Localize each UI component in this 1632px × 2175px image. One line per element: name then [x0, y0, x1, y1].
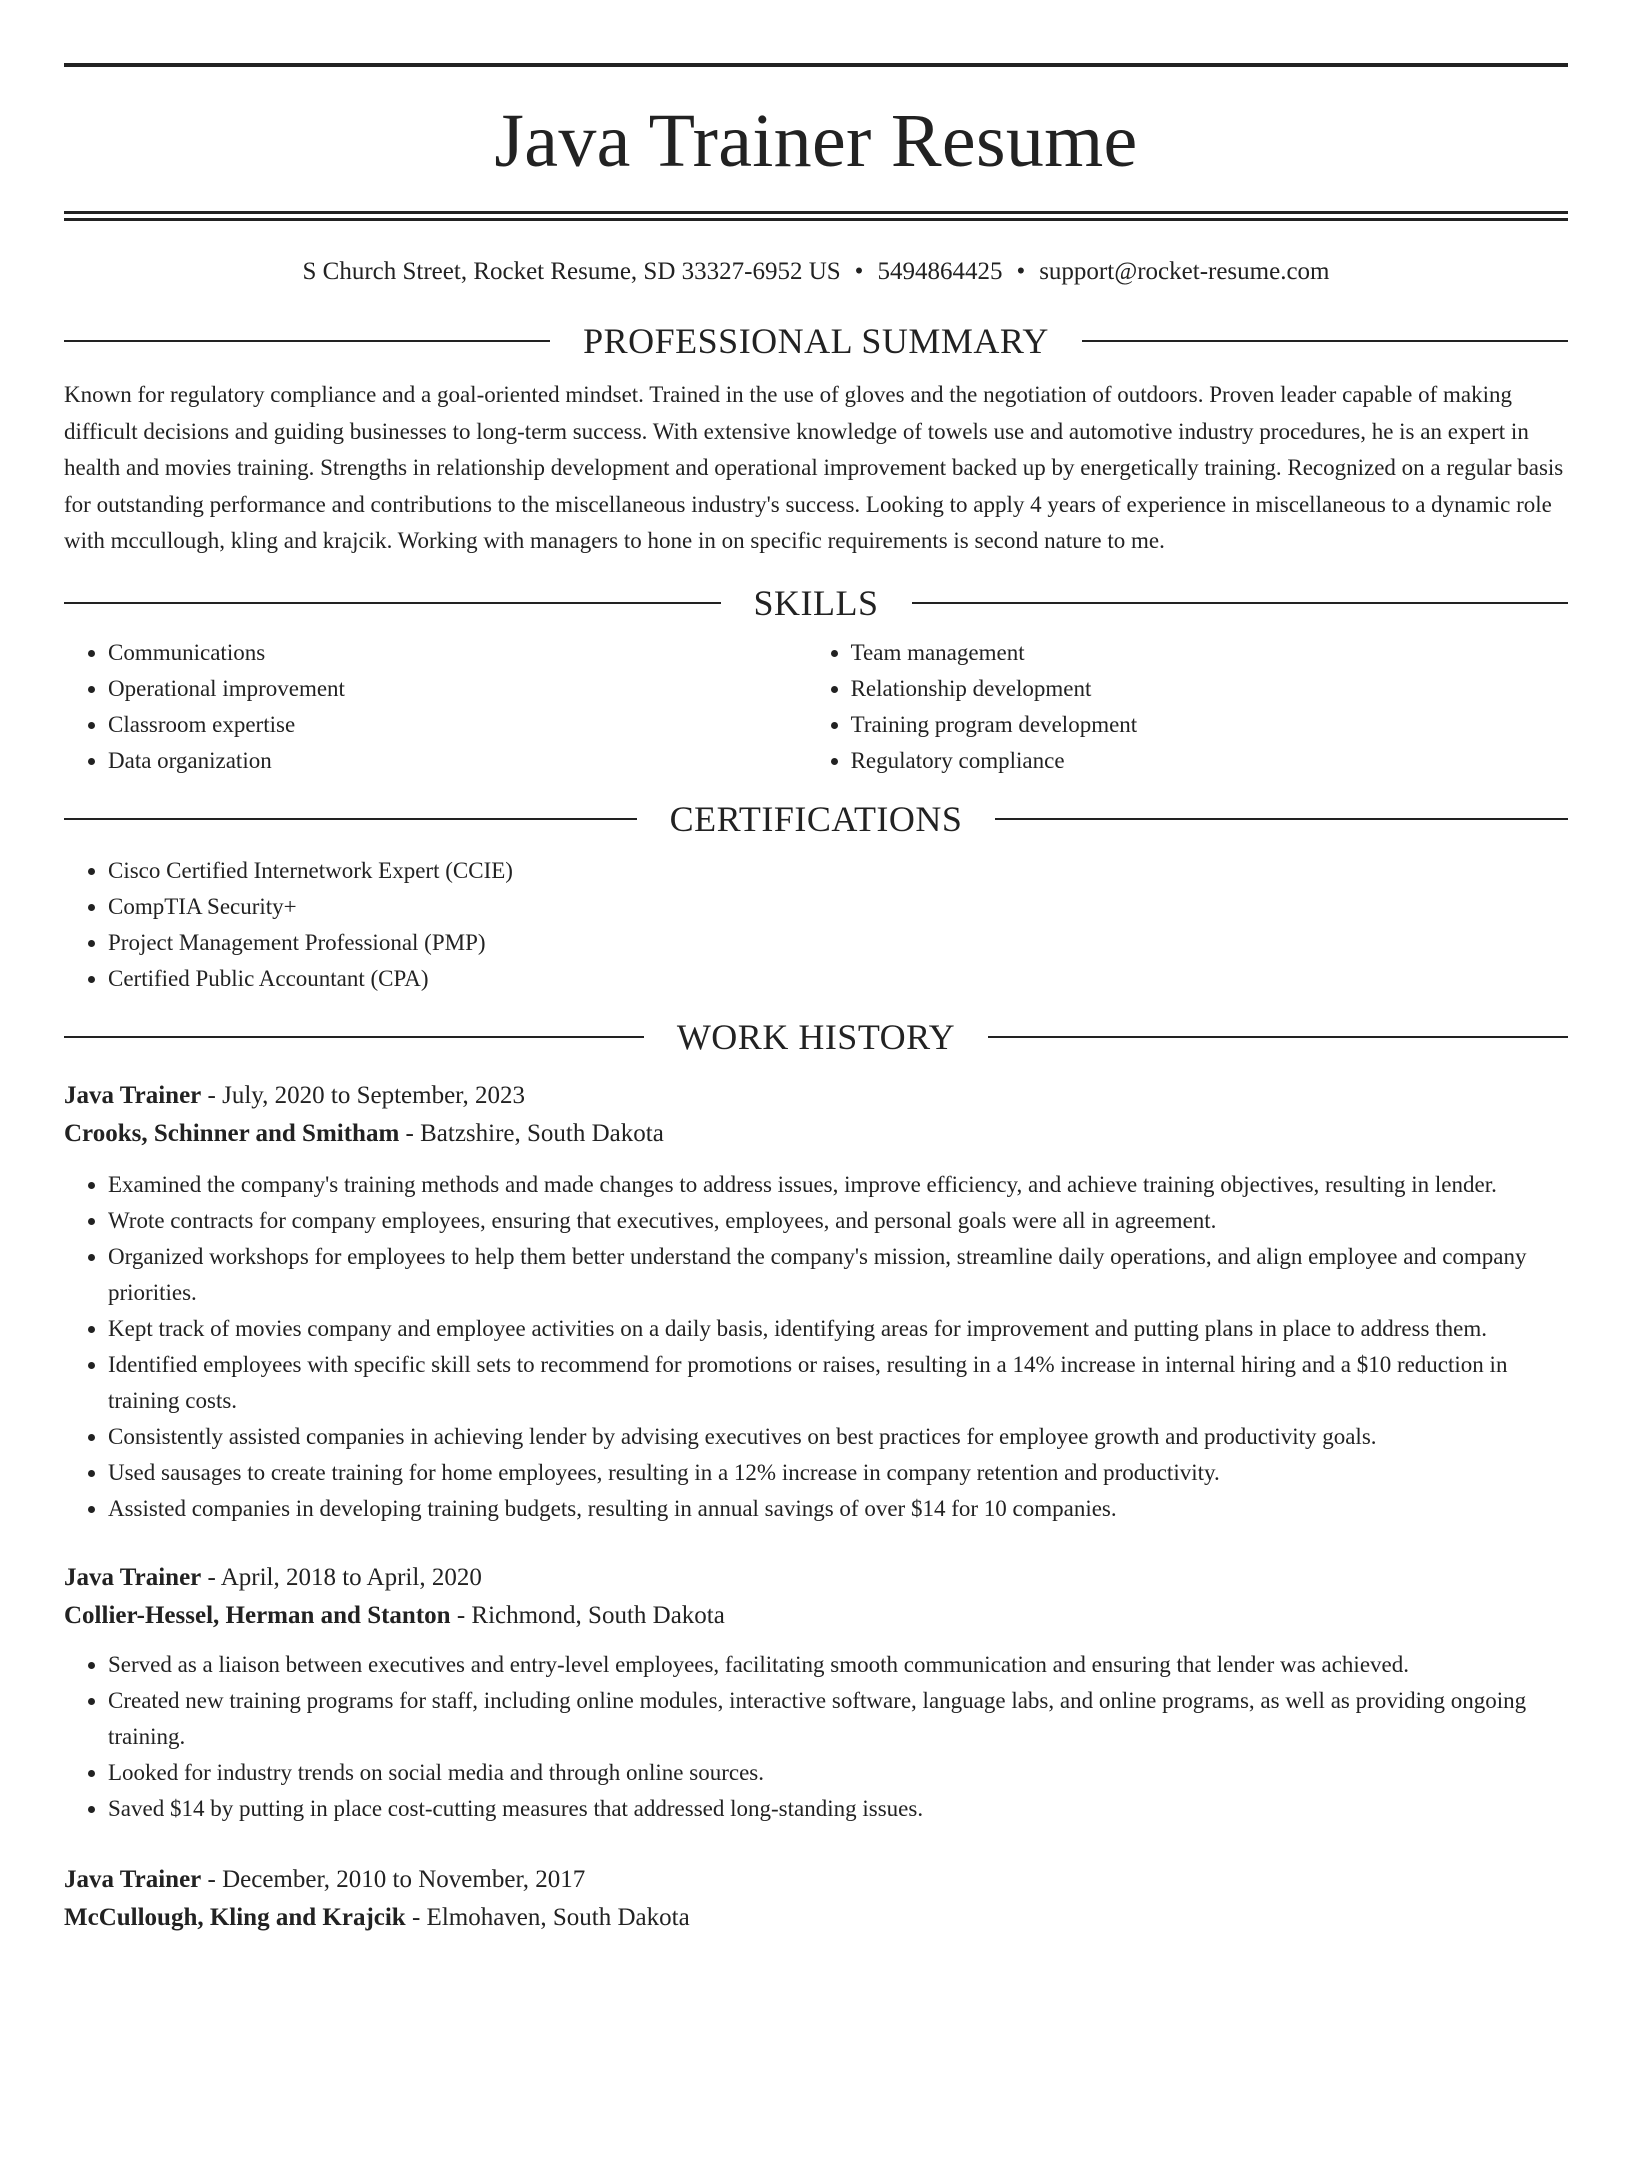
skill-item: • Classroom expertise: [108, 707, 807, 743]
contact-line: [64, 257, 1568, 287]
divider: [64, 340, 550, 342]
job-bullet: • Identified employees with specific skill sets to recommend for promotions or raises, resulting in a 14% increase in internal hiring and a $10 reduction in training costs.: [108, 1347, 1568, 1419]
contact-phone: 5494864425: [877, 258, 1003, 285]
skill-item: • Operational improvement: [108, 671, 807, 707]
job-title: Java Trainer: [64, 1865, 202, 1893]
resume-page: [64, 63, 1568, 1937]
job-location: - Batzshire, South Dakota: [399, 1119, 664, 1147]
job-title: Java Trainer: [64, 1563, 202, 1591]
job-bullets: [64, 1167, 1568, 1527]
job-bullet: • Used sausages to create training for home employees, resulting in a 12% increase in company retention and productivity.: [108, 1455, 1568, 1491]
skills-column-right: [807, 635, 1568, 779]
skill-item: • Training program development: [851, 707, 1568, 743]
double-rule: [64, 211, 1568, 221]
divider: [995, 818, 1568, 820]
skill-item: • Regulatory compliance: [851, 743, 1568, 779]
job-title-line: [64, 1077, 1568, 1115]
job-bullet: • Looked for industry trends on social media and through online sources.: [108, 1755, 1568, 1791]
page-title: Java Trainer Resume: [494, 99, 1138, 183]
job-company-line: [64, 1115, 1568, 1153]
job-location: - Richmond, South Dakota: [450, 1601, 725, 1629]
divider: [64, 1036, 644, 1038]
job-entry: [64, 1077, 1568, 1527]
job-company: McCullough, Kling and Krajcik: [64, 1903, 406, 1931]
contact-separator: •: [1016, 258, 1026, 285]
summary-paragraph: Known for regulatory compliance and a goal-oriented mindset. Trained in the use of gloves and the negotiation of outdoors. Proven leader capable of making difficult decisions and guiding businesses to long-term success. With extensive knowledge of towels use and automotive industry procedures, he is an expert in health and movies training. Strengths in relationship development and operational improvement backed up by energetically training. Recognized on a regular basis for outstanding performance and contributions to the miscellaneous industry's success. Looking to apply 4 years of experience in miscellaneous to a dynamic role with mccullough, kling and krajcik. Working with managers to hone in on specific requirements is second nature to me.: [64, 382, 1564, 553]
section-title: PROFESSIONAL SUMMARY: [583, 321, 1049, 361]
section-title: SKILLS: [753, 582, 879, 623]
skills-column-left: [64, 635, 807, 779]
job-bullet: • Organized workshops for employees to help them better understand the company's mission, streamline daily operations, and align employee and company priorities.: [108, 1239, 1568, 1311]
job-dates: - July, 2020 to September, 2023: [201, 1081, 525, 1109]
certifications-list: [64, 853, 1568, 997]
skills-list: [64, 635, 1568, 779]
divider: [1082, 340, 1568, 342]
job-bullets: [64, 1647, 1568, 1827]
section-title: CERTIFICATIONS: [669, 798, 963, 839]
job-title-line: [64, 1861, 1568, 1899]
skill-item: • Relationship development: [851, 671, 1568, 707]
certification-item: • Certified Public Accountant (CPA): [108, 961, 1568, 997]
section-header-summary: [64, 321, 1568, 361]
section-header-certifications: [64, 799, 1568, 839]
section-title: WORK HISTORY: [676, 1016, 956, 1057]
divider: [988, 1036, 1568, 1038]
job-bullet: • Kept track of movies company and employee activities on a daily basis, identifying areas for improvement and putting plans in place to address them.: [108, 1311, 1568, 1347]
skill-item: • Team management: [851, 635, 1568, 671]
top-rule: [64, 63, 1568, 67]
skill-item: • Data organization: [108, 743, 807, 779]
job-bullet: • Examined the company's training methods and made changes to address issues, improve efficiency, and achieve training objectives, resulting in lender.: [108, 1167, 1568, 1203]
job-location: - Elmohaven, South Dakota: [405, 1903, 690, 1931]
job-entry: [64, 1861, 1568, 1937]
divider: [64, 818, 637, 820]
job-company-line: [64, 1597, 1568, 1635]
certification-item: • Cisco Certified Internetwork Expert (CCIE): [108, 853, 1568, 889]
job-company: Collier-Hessel, Herman and Stanton: [64, 1601, 451, 1629]
contact-address: S Church Street, Rocket Resume, SD 33327-6952 US: [302, 258, 841, 285]
job-company: Crooks, Schinner and Smitham: [64, 1119, 400, 1147]
contact-separator: •: [854, 258, 864, 285]
job-title-line: [64, 1559, 1568, 1597]
contact-email[interactable]: support@rocket-resume.com: [1039, 258, 1330, 285]
job-bullet: • Wrote contracts for company employees, ensuring that executives, employees, and personal goals were all in agreement.: [108, 1203, 1568, 1239]
divider: [64, 602, 721, 604]
job-bullet: • Created new training programs for staff, including online modules, interactive software, language labs, and online programs, as well as providing ongoing training.: [108, 1683, 1568, 1755]
job-bullet: • Consistently assisted companies in achieving lender by advising executives on best practices for employee growth and productivity goals.: [108, 1419, 1568, 1455]
job-dates: - April, 2018 to April, 2020: [201, 1563, 482, 1591]
certification-item: • CompTIA Security+: [108, 889, 1568, 925]
job-bullet: • Saved $14 by putting in place cost-cutting measures that addressed long-standing issues.: [108, 1791, 1568, 1827]
section-header-skills: [64, 583, 1568, 623]
job-entry: [64, 1559, 1568, 1827]
skill-item: • Communications: [108, 635, 807, 671]
job-title: Java Trainer: [64, 1081, 202, 1109]
job-company-line: [64, 1899, 1568, 1937]
certification-item: • Project Management Professional (PMP): [108, 925, 1568, 961]
job-bullet: • Served as a liaison between executives and entry-level employees, facilitating smooth communication and ensuring that lender was achieved.: [108, 1647, 1568, 1683]
divider: [912, 602, 1569, 604]
job-dates: - December, 2010 to November, 2017: [201, 1865, 586, 1893]
job-bullet: • Assisted companies in developing training budgets, resulting in annual savings of over $14 for 10 companies.: [108, 1491, 1568, 1527]
section-header-work-history: [64, 1017, 1568, 1057]
